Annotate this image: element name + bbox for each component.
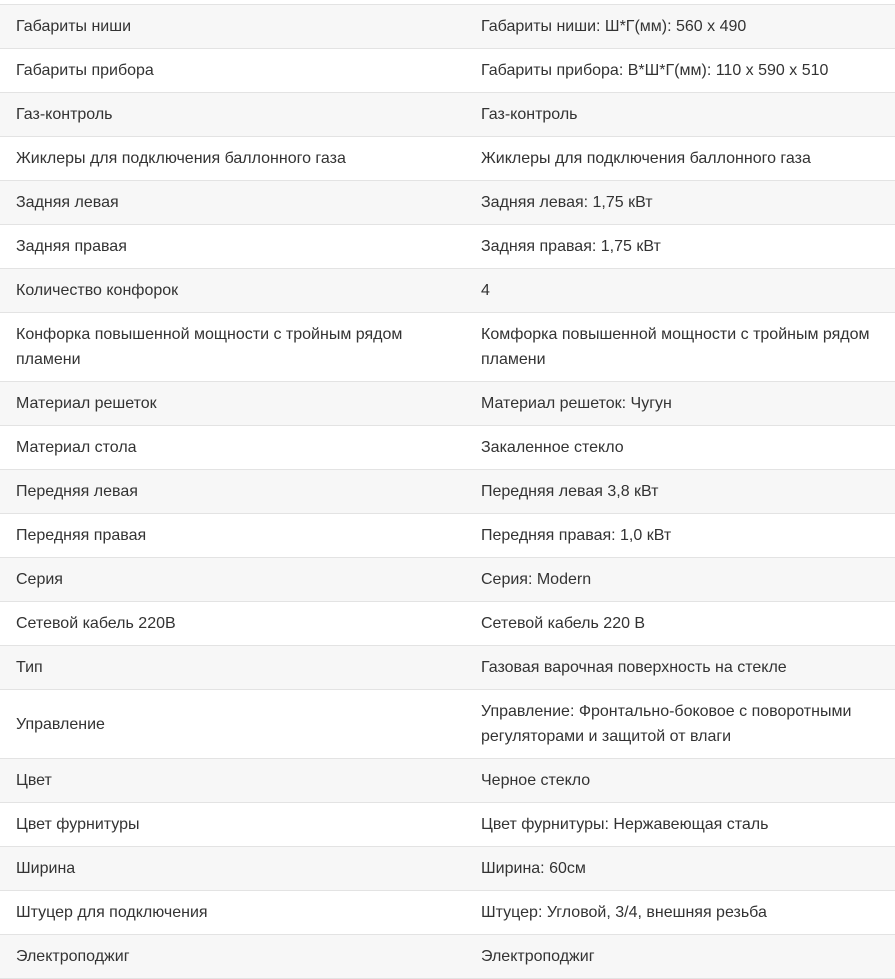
specifications-body <box>0 5 895 979</box>
table-row <box>0 935 895 979</box>
table-row <box>0 181 895 225</box>
table-row <box>0 49 895 93</box>
spec-name: Конфорка повышенной мощности с тройным рядом пламени <box>16 326 403 368</box>
table-row <box>0 690 895 759</box>
spec-name: Газ-контроль <box>16 106 113 123</box>
spec-value: Сетевой кабель 220 В <box>481 615 646 632</box>
spec-value: Передняя левая 3,8 кВт <box>481 483 659 500</box>
spec-value: Черное стекло <box>481 772 591 789</box>
spec-name: Задняя правая <box>16 238 127 255</box>
spec-name: Ширина <box>16 860 76 877</box>
spec-value: Комфорка повышенной мощности с тройным рядом пламени <box>481 326 870 368</box>
spec-value: Электроподжиг <box>481 948 595 965</box>
spec-name: Цвет <box>16 772 52 789</box>
spec-value: Серия: Modern <box>481 571 592 588</box>
table-row <box>0 803 895 847</box>
spec-value: Газ-контроль <box>481 106 578 123</box>
spec-name: Задняя левая <box>16 194 119 211</box>
spec-name: Управление <box>16 715 105 733</box>
spec-value: Габариты ниши: Ш*Г(мм): 560 х 490 <box>481 18 747 35</box>
spec-value: Цвет фурнитуры: Нержавеющая сталь <box>481 816 769 833</box>
table-row <box>0 382 895 426</box>
spec-name: Серия <box>16 571 63 588</box>
spec-value: Ширина: 60см <box>481 860 586 877</box>
spec-name: Тип <box>16 659 43 676</box>
spec-name: Передняя правая <box>16 527 147 544</box>
spec-name: Сетевой кабель 220В <box>16 615 176 632</box>
spec-value: Штуцер: Угловой, 3/4, внешняя резьба <box>481 904 767 921</box>
spec-value: Задняя правая: 1,75 кВт <box>481 238 661 255</box>
spec-name: Габариты ниши <box>16 18 132 35</box>
spec-name: Штуцер для подключения <box>16 904 208 921</box>
spec-value: Газовая варочная поверхность на стекле <box>481 659 787 676</box>
table-row <box>0 891 895 935</box>
table-row <box>0 759 895 803</box>
table-row <box>0 269 895 313</box>
spec-value: Материал решеток: Чугун <box>481 395 672 412</box>
spec-name: Жиклеры для подключения баллонного газа <box>16 150 346 167</box>
spec-value: Управление: Фронтально-боковое с поворотными регуляторами и защитой от влаги <box>481 703 852 745</box>
table-row <box>0 558 895 602</box>
table-row <box>0 313 895 382</box>
table-row <box>0 225 895 269</box>
table-row <box>0 646 895 690</box>
spec-value: 4 <box>481 282 490 299</box>
table-row <box>0 137 895 181</box>
spec-name: Габариты прибора <box>16 62 154 79</box>
specifications-table <box>0 4 895 979</box>
table-row <box>0 514 895 558</box>
table-row <box>0 5 895 49</box>
table-row <box>0 847 895 891</box>
spec-name: Цвет фурнитуры <box>16 816 140 833</box>
spec-value: Задняя левая: 1,75 кВт <box>481 194 653 211</box>
spec-value: Передняя правая: 1,0 кВт <box>481 527 672 544</box>
table-row <box>0 93 895 137</box>
spec-value: Габариты прибора: В*Ш*Г(мм): 110 х 590 х 510 <box>481 62 829 79</box>
spec-value: Жиклеры для подключения баллонного газа <box>481 150 811 167</box>
spec-name: Материал стола <box>16 439 137 456</box>
spec-name: Передняя левая <box>16 483 138 500</box>
table-row <box>0 470 895 514</box>
spec-name: Количество конфорок <box>16 282 179 299</box>
spec-name: Материал решеток <box>16 395 157 412</box>
table-row <box>0 602 895 646</box>
table-row <box>0 426 895 470</box>
spec-value: Закаленное стекло <box>481 439 624 456</box>
spec-name: Электроподжиг <box>16 948 130 965</box>
